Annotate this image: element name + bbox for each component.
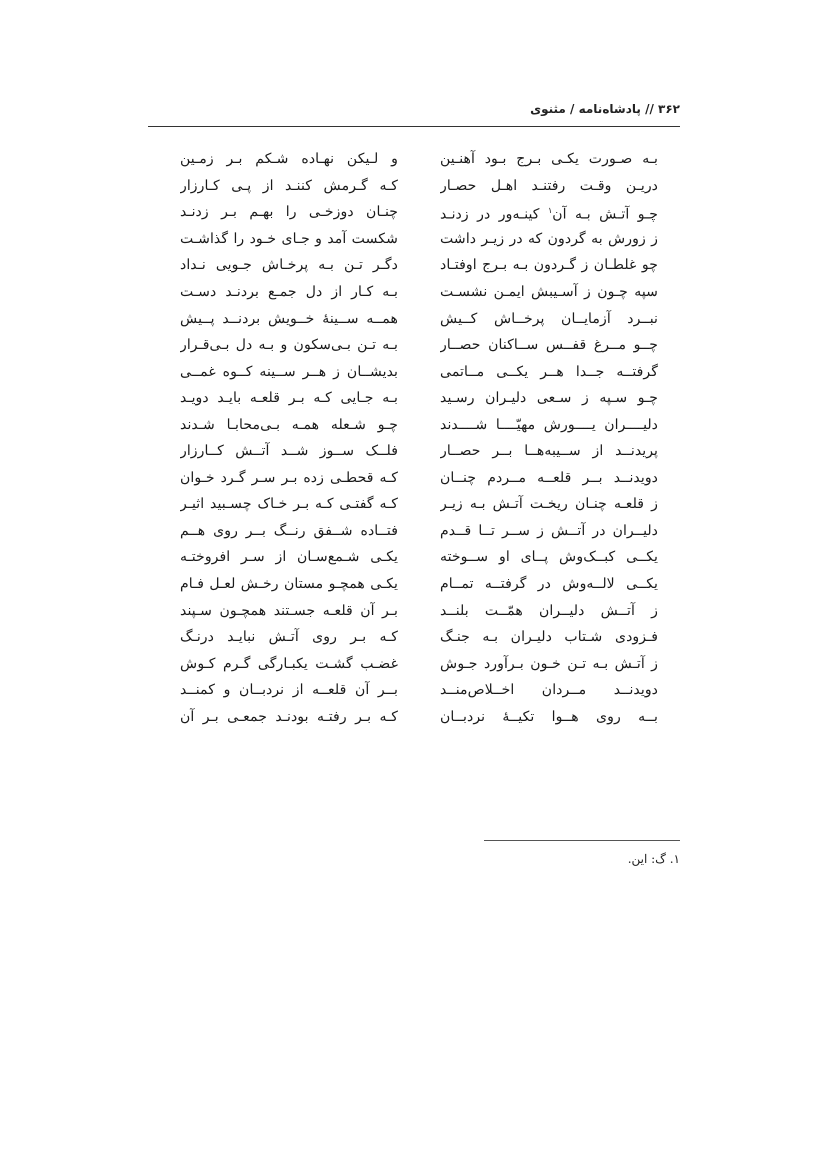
- mesra-right: نبــرد آزمایــان پرخــاش کــیش: [440, 310, 658, 327]
- header-slash: /: [570, 102, 575, 116]
- mesra-left: کـه بـر رفتـه بودنـد جمعـی بـر آن: [180, 708, 398, 725]
- mesra-right: بــه روی هــوا تکیــهٔ نردبــان: [440, 708, 658, 725]
- mesra-right: بـه صـورت یکـی بـرج بـود آهنـین: [440, 151, 658, 168]
- mesra-right: گرفتــه جــدا هــر یکــی مــاتمی: [440, 363, 658, 380]
- mesra-right: چو غلطـان ز گـردون بـه بـرج اوفتـاد: [440, 257, 658, 274]
- mesra-right: ز آتـش بـه تـن خـون بـرآورد جـوش: [440, 655, 658, 672]
- page-header: [148, 102, 680, 124]
- header-rule: [148, 126, 680, 127]
- mesra-left: فلــک ســوز شــد آتــش کــارزار: [180, 443, 398, 460]
- mesra-right: دویدنــد بــر قلعــه مــردم چنــان: [440, 469, 658, 486]
- mesra-left: بـه جـایی کـه بـر قلعـه بایـد دویـد: [180, 390, 398, 407]
- beyt: [180, 518, 658, 545]
- mesra-right: دلیــران در آتــش ز ســر تــا قــدم: [440, 522, 658, 539]
- beyt: [180, 544, 658, 571]
- section-title: مثنوی: [530, 102, 566, 116]
- mesra-left: یکـی همچـو مستان رخـش لعـل فـام: [180, 576, 398, 593]
- mesra-left: چـو شـعله همـه بـی‌محابـا شـدند: [180, 416, 398, 433]
- mesra-left: یکـی شـمع‌سـان از سـر افروختـه: [180, 549, 398, 566]
- mesra-right: فـزودی شـتاب دلیـران بـه جنـگ: [440, 629, 658, 646]
- beyt: [180, 411, 658, 438]
- mesra-left: بدیشــان ز هــر ســینه کــوه غمــی: [180, 363, 398, 380]
- beyt: [180, 624, 658, 651]
- beyt: [180, 358, 658, 385]
- beyt: [180, 703, 658, 730]
- mesra-left: دگـر تـن بـه پرخـاش جـویی نـداد: [180, 257, 398, 274]
- mesra-right: پریدنــد از ســیبه‌هــا بــر حصــار: [440, 443, 658, 460]
- mesra-right-text: چـو آتـش بـه آن: [552, 206, 658, 223]
- mesra-left: شکست آمد و جـای خـود را گذاشـت: [180, 230, 398, 247]
- mesra-right: ز زورش به گردون که در زیـر داشت: [440, 230, 658, 247]
- beyt: [180, 252, 658, 279]
- mesra-right: ز آتــش دلیــران همّــت بلنــد: [440, 602, 658, 619]
- mesra-left: همــه ســینهٔ خــویش بردنــد پــیش: [180, 310, 398, 327]
- poem-body: [180, 146, 658, 730]
- mesra-right: دریـن وقـت رفتنـد اهـل حصـار: [440, 177, 658, 194]
- mesra-left: بـر آن قلعـه جسـتند همچـون سـپند: [180, 602, 398, 619]
- mesra-right: ز قلعـه چنـان ریخـت آتـش بـه زیـر: [440, 496, 658, 513]
- beyt: [180, 597, 658, 624]
- footnote-rule: [484, 840, 680, 841]
- mesra-left: فتــاده شــفق رنــگ بــر روی هــم: [180, 522, 398, 539]
- beyt: [180, 677, 658, 704]
- mesra-right: چـو سـپه ز سـعی دلیـران رسـید: [440, 390, 658, 407]
- mesra-left: غضـب گشـت یکبـارگی گـرم کـوش: [180, 655, 398, 672]
- beyt: [180, 305, 658, 332]
- beyt: [180, 438, 658, 465]
- mesra-right: یکــی کبــک‌وش پــای او ســوخته: [440, 549, 658, 566]
- footnote-marker: ۱: [547, 205, 553, 215]
- mesra-left: کـه بـر روی آتـش نبایـد درنـگ: [180, 629, 398, 646]
- beyt: [180, 385, 658, 412]
- beyt: [180, 173, 658, 200]
- mesra-left: کـه گـرمش کننـد از پـی کـارزار: [180, 177, 398, 194]
- beyt: [180, 279, 658, 306]
- beyt: [180, 146, 658, 173]
- mesra-right: [440, 201, 658, 225]
- mesra-right-tail: کینـه‌ور در زدنـد: [440, 206, 548, 223]
- mesra-left: بـه تـن بـی‌سکون و بـه دل بـی‌قـرار: [180, 337, 398, 354]
- mesra-right: یکــی لالــه‌وش در گرفتــه تمــام: [440, 576, 658, 593]
- beyt: [180, 571, 658, 598]
- beyt: [180, 650, 658, 677]
- footnote: ۱. گ: این.: [627, 852, 680, 866]
- mesra-left: چنـان دوزخـی را بهـم بـر زدنـد: [180, 204, 398, 221]
- mesra-right: دلیــــران یــــورش مهیّــــا شــــدند: [440, 416, 658, 433]
- mesra-right: سپه چـون ز آسـیبش ایمـن نشسـت: [440, 284, 658, 300]
- beyt: [180, 332, 658, 359]
- mesra-right: دویدنــد مــردان اخــلاص‌منــد: [440, 682, 658, 699]
- beyt: [180, 491, 658, 518]
- mesra-left: بــر آن قلعــه از نردبــان و کمنــد: [180, 682, 398, 699]
- page-number: ۳۶۲: [658, 102, 680, 116]
- mesra-right: چــو مــرغ قفــس ســاکنان حصــار: [440, 337, 658, 354]
- book-title: پادشاه‌نامه: [578, 102, 641, 116]
- mesra-left: کـه گفتـی کـه بـر خـاک چسـبید اثیـر: [180, 496, 398, 513]
- beyt: [180, 226, 658, 253]
- beyt: [180, 199, 658, 226]
- beyt: [180, 465, 658, 492]
- mesra-left: کـه قحطـی زده بـر سـر گـرد خـوان: [180, 469, 398, 486]
- mesra-left: و لـیکن نهـاده شـکم بـر زمـین: [180, 151, 398, 168]
- header-separator: //: [645, 102, 654, 116]
- mesra-left: بـه کـار از دل جمـع بردنـد دسـت: [180, 284, 398, 300]
